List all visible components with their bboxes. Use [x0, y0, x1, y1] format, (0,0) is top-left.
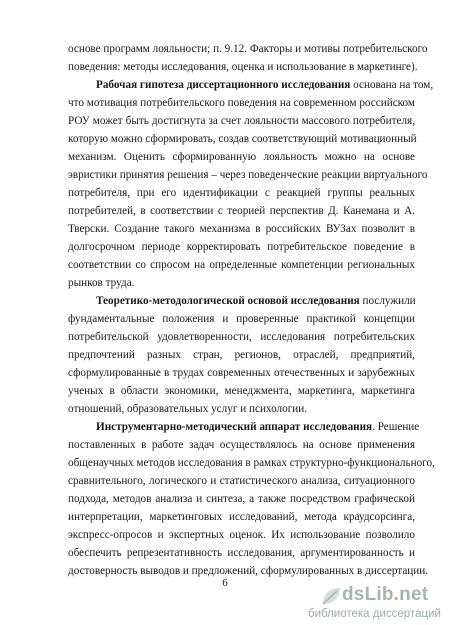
text-segment: потребителя, при его идентификации с реакцией группы реальных — [68, 187, 415, 199]
text-segment: фундаментальные положения и проверенные практикой концепции — [68, 313, 415, 325]
text-line — [96, 78, 434, 92]
watermark-logo-dot: . — [393, 584, 400, 605]
text-line — [68, 258, 415, 272]
text-line — [68, 96, 415, 110]
watermark-logo-suffix: net — [399, 584, 429, 605]
text-segment: которую можно сформировать, создав соответствующий мотивационный — [68, 133, 417, 145]
text-segment: эвристики принятия решения – через поведенческие реакции виртуального — [68, 169, 428, 181]
text-line — [68, 312, 415, 326]
watermark-logo — [342, 584, 428, 606]
text-segment: поставленных в работе задач осуществлялось на основе применения — [68, 439, 415, 451]
text-segment: . Решение — [372, 421, 420, 433]
watermark — [308, 584, 448, 624]
text-segment: основана на том, — [350, 79, 434, 91]
text-line — [68, 384, 415, 398]
text-segment: долгосрочном периоде корректировать потребительское поведение в — [68, 241, 415, 253]
bold-heading-text: Рабочая гипотеза диссертационного исследования — [96, 79, 351, 91]
text-line — [68, 330, 415, 344]
text-segment: РОУ может быть достигнута за счет лояльности массового потребителя, — [68, 115, 415, 127]
text-segment: сформулированные в трудах современных отечественных и зарубежных — [68, 367, 415, 379]
text-line — [68, 276, 415, 290]
text-segment: интерпретации, маркетинговых исследований, метода краудсорсинга, — [68, 511, 415, 523]
text-segment: отношений, образовательных услуг и психологии. — [68, 403, 308, 415]
leaf-logo-icon — [320, 585, 342, 607]
text-line — [96, 420, 420, 434]
text-segment: Тверски. Создание такого механизма в российских ВУЗах позволит в — [68, 223, 415, 235]
text-segment: потребителей, в соответствии с теорией перспектив Д. Канемана и А. — [68, 205, 415, 217]
text-line — [68, 42, 428, 56]
bold-heading-text: Инструментарно-методический аппарат исследования — [96, 421, 373, 433]
page-number: 6 — [222, 577, 228, 589]
text-segment: предпочтений разных стран, регионов, отраслей, предприятий, — [68, 349, 415, 361]
text-segment: рынков труда. — [68, 277, 135, 289]
text-segment: сравнительного, логического и статистического анализа, ситуационного — [68, 475, 415, 487]
text-line — [68, 60, 418, 74]
text-segment: поведения: методы исследования, оценка и использование в маркетинге). — [68, 61, 418, 73]
text-line — [68, 564, 429, 578]
text-segment: механизм. Оценить сформированную лояльность можно на основе — [68, 151, 415, 163]
text-segment: экспресс-опросов и экспертных оценок. Их использование позволило — [68, 529, 415, 541]
text-line — [68, 528, 415, 542]
text-line — [68, 510, 415, 524]
text-segment: основе программ лояльности; п. 9.12. Факторы и мотивы потребительского — [68, 43, 428, 55]
text-line — [68, 492, 415, 506]
watermark-logo-prefix: dsLib — [342, 584, 394, 605]
text-line — [68, 438, 415, 452]
text-line — [68, 240, 415, 254]
text-segment: достоверность выводов и предложений, сформулированных в диссертации. — [68, 565, 429, 577]
text-line — [68, 204, 415, 218]
text-line — [68, 456, 435, 470]
bold-heading-text: Теоретико-методологической основой исследования — [96, 295, 360, 307]
text-segment: соответствии со спросом на определенные компетенции региональных — [68, 259, 415, 271]
text-segment: что мотивация потребительского поведения на современном российском — [68, 97, 415, 109]
text-line — [68, 366, 415, 380]
text-segment: подхода, методов анализа и синтеза, а также посредством графической — [68, 493, 415, 505]
text-line — [68, 114, 415, 128]
text-line — [68, 132, 415, 146]
text-line — [68, 546, 415, 560]
text-line — [96, 294, 415, 308]
text-line — [68, 222, 415, 236]
text-line — [68, 474, 415, 488]
text-line — [68, 402, 415, 416]
text-line — [68, 150, 415, 164]
text-segment: потребительской удовлетворенности, исследования потребительских — [68, 331, 415, 343]
watermark-subtitle: библиотека диссертаций — [308, 608, 441, 620]
text-segment: общенаучных методов исследования в рамках структурно-функционального, — [68, 457, 435, 469]
text-line — [68, 168, 428, 182]
text-segment: ученых в области экономики, менеджмента, маркетинга, маркетинга — [68, 385, 415, 397]
text-segment: послужили — [359, 295, 416, 307]
text-line — [68, 186, 415, 200]
text-segment: обеспечить репрезентативность исследования, аргументированность и — [68, 547, 415, 559]
text-line — [68, 348, 415, 362]
